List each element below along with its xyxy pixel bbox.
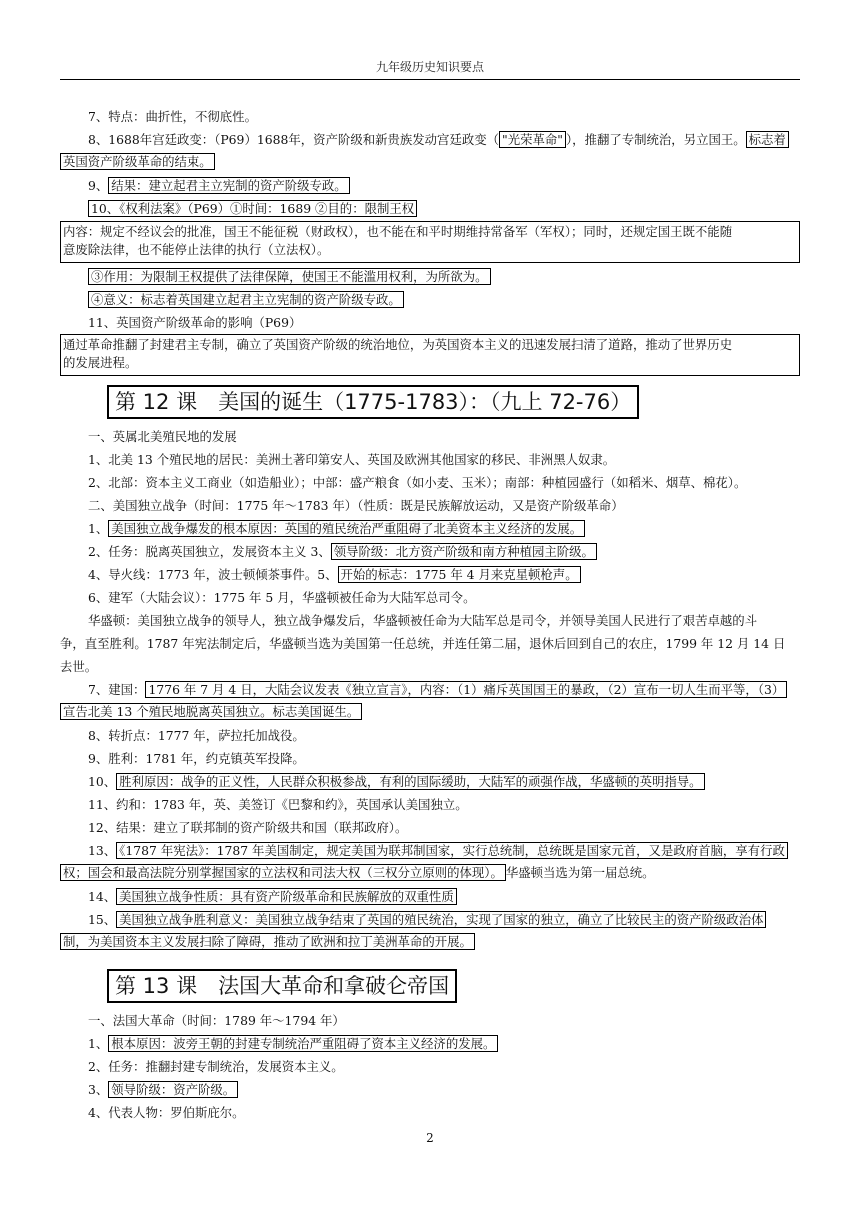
lesson-13-heading: 第 13 课 法国大革命和拿破仑帝国 bbox=[107, 969, 457, 1003]
text-line: 9、胜利：1781 年，约克镇英军投降。 bbox=[88, 751, 305, 766]
text-line: 一、英属北美殖民地的发展 bbox=[88, 429, 237, 444]
text-line: 的发展进程。 bbox=[63, 355, 138, 370]
highlight-box: 英国资产阶级革命的结束。 bbox=[60, 153, 215, 170]
text-span: 7、建国： bbox=[88, 682, 146, 697]
highlight-box: 美国独立战争爆发的根本原因：英国的殖民统治严重阻碍了北美资本主义经济的发展。 bbox=[108, 520, 585, 537]
text-line: 意废除法律，也不能停止法律的执行（立法权）。 bbox=[63, 242, 330, 257]
text-line bbox=[60, 933, 800, 951]
text-span: 15、 bbox=[88, 912, 117, 927]
highlight-box: 1776 年 7 月 4 日，大陆会议发表《独立宣言》，内容：（1）痛斥英国国王的暴政，（2）宣布一切人生而平等，（3） bbox=[145, 681, 787, 698]
text-span: 10、 bbox=[88, 774, 117, 789]
text-line bbox=[60, 566, 800, 584]
highlight-box: 宣告北美 13 个殖民地脱离英国独立。标志美国诞生。 bbox=[60, 703, 362, 720]
header-rule bbox=[60, 79, 800, 80]
text-line bbox=[60, 773, 800, 791]
text-line: 6、建军（大陆会议）：1775 年 5 月，华盛顿被任命为大陆军总司令。 bbox=[88, 590, 476, 605]
highlight-box: 开始的标志：1775 年 4 月来克星顿枪声。 bbox=[338, 566, 581, 583]
text-line: 通过革命推翻了封建君主专制，确立了英国资产阶级的统治地位，为英国资本主义的迅速发展扫清了道路，推动了世界历史 bbox=[63, 337, 733, 352]
text-line bbox=[60, 842, 800, 860]
highlight-box: 制，为美国资本主义发展扫除了障碍，推动了欧洲和拉丁美洲革命的开展。 bbox=[60, 933, 475, 950]
text-line: 4、代表人物：罗伯斯庇尔。 bbox=[88, 1105, 245, 1120]
text-line bbox=[60, 1035, 800, 1053]
text-line bbox=[60, 888, 800, 906]
highlight-box: 胜利原因：战争的正义性，人民群众积极参战，有利的国际缓助，大陆军的顽强作战，华盛顿的英明指导。 bbox=[116, 773, 704, 790]
text-span: 4、导火线：1773 年，波士顿倾茶事件。5、 bbox=[88, 567, 338, 582]
text-span: 8、1688年宫廷政变：（P69）1688年，资产阶级和新贵族发动宫廷政变（ bbox=[88, 132, 500, 147]
text-line: 8、转折点：1777 年，萨拉托加战役。 bbox=[88, 728, 305, 743]
highlight-block bbox=[60, 221, 800, 263]
text-line bbox=[60, 268, 800, 286]
text-line bbox=[60, 703, 800, 721]
highlight-box: 美国独立战争性质：具有资产阶级革命和民族解放的双重性质 bbox=[116, 888, 457, 905]
highlight-box: 根本原因：波旁王朝的封建专制统治严重阻碍了资本主义经济的发展。 bbox=[108, 1035, 498, 1052]
highlight-block bbox=[60, 334, 800, 376]
text-line: 二、美国独立战争（时间：1775 年～1783 年）（性质：既是民族解放运动，又是资产阶级革命） bbox=[88, 498, 624, 513]
text-line bbox=[60, 681, 800, 699]
text-span: 9、 bbox=[88, 178, 109, 193]
text-line: 去世。 bbox=[60, 659, 98, 674]
text-line bbox=[60, 291, 800, 309]
text-line: 内容：规定不经议会的批准，国王不能征税（财政权），也不能在和平时期维持常备军（军权）；同时，还规定国王既不能随 bbox=[63, 224, 733, 239]
text-line: 一、法国大革命（时间：1789 年～1794 年） bbox=[88, 1013, 345, 1028]
text-line bbox=[60, 177, 800, 195]
text-line bbox=[60, 543, 800, 561]
highlight-box: 权；国会和最高法院分别掌握国家的立法权和司法大权（三权分立原则的体现）。 bbox=[60, 864, 506, 881]
text-span: 1、 bbox=[88, 1036, 109, 1051]
text-line bbox=[60, 153, 800, 171]
page-number: 2 bbox=[426, 1131, 434, 1145]
text-span: ），推翻了专制统治，另立国王。 bbox=[565, 132, 746, 147]
text-span: 1、 bbox=[88, 521, 109, 536]
text-line: 争，直至胜利。1787 年宪法制定后，华盛顿当选为美国第一任总统，并连任第二届，退休后回到自己的农庄，1799 年 12 月 14 日 bbox=[60, 636, 786, 651]
text-line bbox=[60, 911, 800, 929]
text-span: 华盛顿当选为第一届总统。 bbox=[505, 865, 655, 880]
highlight-box: 领导阶级：北方资产阶级和南方种植园主阶级。 bbox=[331, 543, 597, 560]
text-line: 华盛顿：美国独立战争的领导人，独立战争爆发后，华盛顿被任命为大陆军总是司令，并领导美国人民进行了艰苦卓越的斗 bbox=[88, 613, 758, 628]
page-header: 九年级历史知识要点 bbox=[375, 60, 484, 74]
text-line bbox=[60, 520, 800, 538]
text-span: 14、 bbox=[88, 889, 117, 904]
text-line: 2、任务：推翻封建专制统治，发展资本主义。 bbox=[88, 1059, 344, 1074]
highlight-box: ④意义：标志着英国建立起君主立宪制的资产阶级专政。 bbox=[88, 291, 404, 308]
text-span: 3、 bbox=[88, 1082, 109, 1097]
text-line bbox=[60, 200, 800, 218]
highlight-box: 领导阶级：资产阶级。 bbox=[108, 1081, 238, 1098]
highlight-box: 美国独立战争胜利意义：美国独立战争结束了英国的殖民统治，实现了国家的独立，确立了比较民主的资产阶级政治体 bbox=[116, 911, 766, 928]
text-span: 2、任务：脱离英国独立，发展资本主义 3、 bbox=[88, 544, 331, 559]
highlight-box: ③作用：为限制王权提供了法律保障，使国王不能滥用权利，为所欲为。 bbox=[88, 268, 491, 285]
text-line: 11、约和：1783 年，英、美签订《巴黎和约》，英国承认美国独立。 bbox=[88, 797, 468, 812]
text-line: 11、英国资产阶级革命的影响（P69） bbox=[88, 315, 302, 330]
highlight-box: 《1787 年宪法》：1787 年美国制定，规定美国为联邦制国家，实行总统制，总统既是国家元首，又是政府首脑，享有行政 bbox=[116, 842, 788, 859]
text-line bbox=[60, 1081, 800, 1099]
text-line: 12、结果：建立了联邦制的资产阶级共和国（联邦政府）。 bbox=[88, 820, 408, 835]
highlight-box: 结果：建立起君主立宪制的资产阶级专政。 bbox=[108, 177, 349, 194]
highlight-box: 10、《权利法案》（P69）①时间：1689 ②目的：限制王权 bbox=[88, 200, 417, 217]
highlight-box: "光荣革命" bbox=[499, 131, 566, 148]
text-line bbox=[60, 131, 800, 149]
text-line: 1、北美 13 个殖民地的居民：美洲土著印第安人、英国及欧洲其他国家的移民、非洲黑人奴隶。 bbox=[88, 452, 616, 467]
text-line: 2、北部：资本主义工商业（如造船业）；中部：盛产粮食（如小麦、玉米）；南部：种植园盛行（如稻米、烟草、棉花）。 bbox=[88, 475, 747, 490]
text-span: 13、 bbox=[88, 843, 117, 858]
highlight-box: 标志着 bbox=[746, 131, 789, 148]
text-line: 7、特点：曲折性，不彻底性。 bbox=[88, 109, 257, 124]
lesson-12-heading: 第 12 课 美国的诞生（1775-1783）：（九上 72-76） bbox=[107, 385, 639, 419]
text-line bbox=[60, 864, 800, 882]
